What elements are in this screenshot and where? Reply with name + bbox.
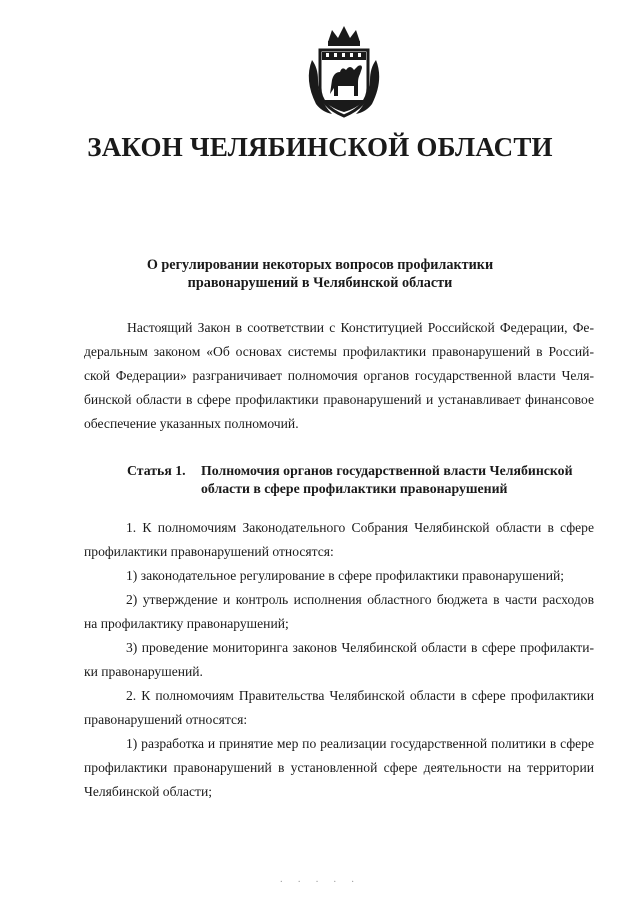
law-subject-line: О регулировании некоторых вопросов профилактики [146, 257, 494, 273]
body-line: ки правонарушений. [84, 664, 203, 679]
body-line: 1) законодательное регулирование в сфере профилактики правонарушений; [126, 568, 565, 583]
body-line: правонарушений относятся: [84, 712, 248, 727]
body-line: профилактики правонарушений относятся: [84, 544, 334, 559]
article-label: Статья 1. [127, 463, 186, 478]
article-title [201, 462, 601, 498]
preamble-paragraph [84, 316, 594, 436]
law-title: ЗАКОН ЧЕЛЯБИНСКОЙ ОБЛАСТИ [87, 132, 553, 162]
body-line: 2) утверждение и контроль исполнения областного бюджета в части расходов [126, 592, 594, 607]
body-line: 3) проведение мониторинга законов Челябинской области в сфере профилакти- [126, 640, 594, 655]
body-line: 2. К полномочиям Правительства Челябинской области в сфере профилактики [126, 688, 594, 703]
body-line: 1. К полномочиям Законодательного Собрания Челябинской области в сфере [126, 520, 594, 535]
preamble-line: бинской области в сфере профилактики правонарушений и устанавливает финансовое [84, 392, 594, 407]
preamble-line: ской Федерации» разграничивает полномочия органов государственной власти Челя- [84, 368, 594, 383]
article-body [84, 516, 594, 804]
article-title-line: области в сфере профилактики правонарушений [201, 481, 508, 496]
law-subject [100, 256, 540, 292]
preamble-line: обеспечение указанных полномочий. [84, 416, 299, 431]
body-line: 1) разработка и принятие мер по реализации государственной политики в сфере [126, 736, 594, 751]
article-title-line: Полномочия органов государственной власти Челябинской [201, 463, 573, 478]
law-subject-line: правонарушений в Челябинской области [187, 275, 453, 291]
scan-artifact: · · · · · [279, 877, 361, 888]
body-line: профилактики правонарушений в установленной сфере деятельности на территории [84, 760, 594, 775]
preamble-line: деральным законом «Об основах системы профилактики правонарушений в Россий- [84, 344, 594, 359]
body-line: на профилактику правонарушений; [84, 616, 289, 631]
body-line: Челябинской области; [84, 784, 213, 799]
preamble-line: Настоящий Закон в соответствии с Конституцией Российской Федерации, Фе- [127, 320, 594, 335]
chelyabinsk-coat-of-arms-icon [298, 20, 390, 120]
